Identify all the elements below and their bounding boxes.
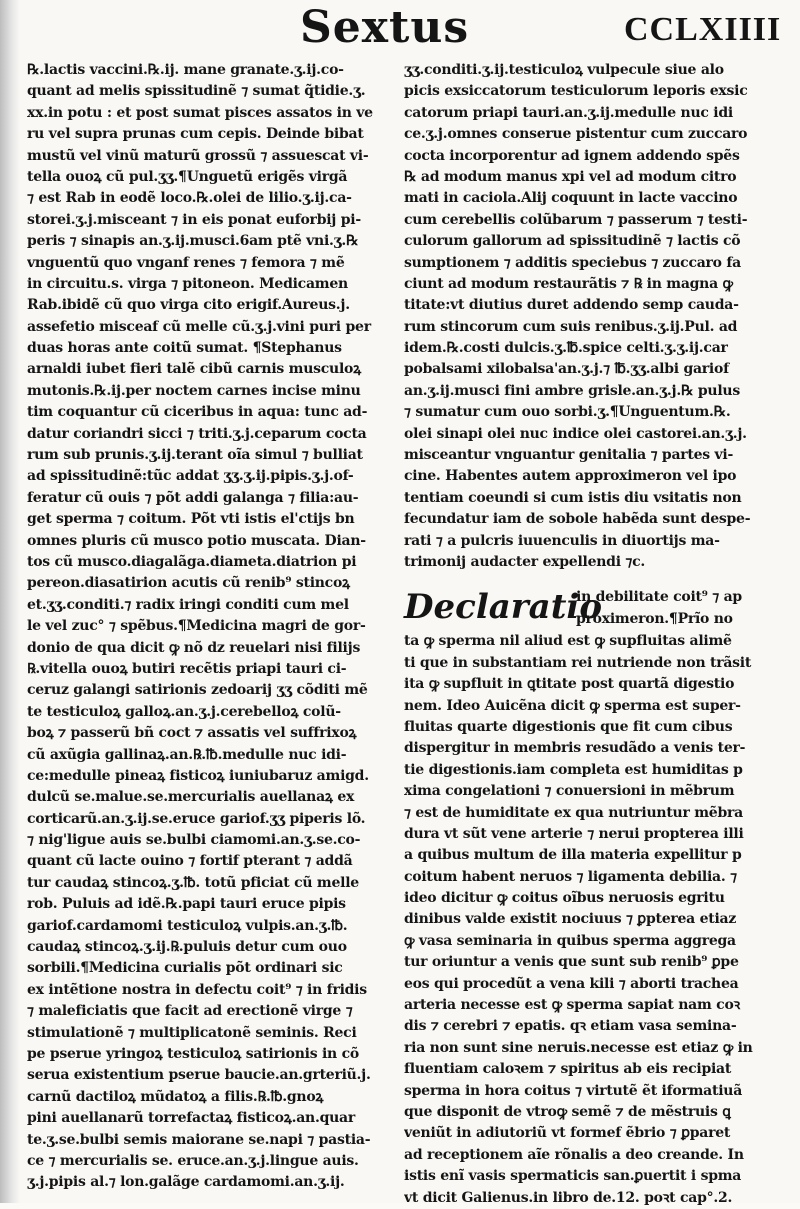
text-line: fecundatur iam de sobole habẽda sunt despe- [404, 511, 751, 528]
text-line: in circuitu.s. virga ⁊ pitoneon. Medicamen [27, 275, 348, 292]
text-line: Rab.ibidẽ cũ quo virga cito erigif.Aureus.j. [27, 297, 350, 314]
text-line: peris ⁊ sinapis an.ʒ.ij.musci.6am ptẽ vni.ʒ.℞ [27, 233, 359, 250]
text-line: tie digestionis.iam completa est humiditas p [404, 761, 743, 778]
text-line: ⁊ est Rab in eodẽ loco.℞.olei de lilio.ʒ.ij.ca- [27, 190, 352, 207]
text-line: stimulationẽ ⁊ multiplicatonẽ seminis. Reci [27, 1024, 357, 1041]
text-line: arteria necesse est ꝙ sperma sapiat nam coꝛ [404, 997, 740, 1014]
text-line: ceruz galangi satirionis zedoarij ʒʒ cõditi mẽ [27, 682, 368, 699]
text-line: tim coquantur cũ ciceribus in aqua: tunc ad- [27, 404, 368, 421]
text-line: tos cũ musco.diagalãga.diameta.diatrion pi [27, 553, 357, 570]
text-line: le vel zuc° ⁊ spẽbus.¶Medicina magri de gor- [27, 618, 366, 635]
text-line: ꝙ vasa seminaria in quibus sperma aggrega [404, 932, 736, 949]
text-line: sorbili.¶Medicina curialis põt ordinari sic [27, 960, 343, 977]
text-line: ce:medulle pineaꝝ fisticoꝝ iuniubaruz amigd. [27, 767, 369, 784]
text-line: ℞ ad modum manus xpi vel ad modum citro [404, 168, 737, 185]
text-line: misceantur vnguantur genitalia ⁊ partes vi- [404, 447, 734, 464]
text-line: ta ꝙ sperma nil aliud est ꝙ supfluitas alimẽ [404, 633, 732, 650]
page-header [0, 0, 800, 56]
text-line: idem.℞.costi dulcis.ʒ.℔.spice celti.ʒ.ʒ.ij.car [404, 340, 728, 357]
text-line: ex intẽtione nostra in defectu coit⁹ ⁊ in fridis [27, 981, 367, 998]
text-line: mati in caciola.Alij coquunt in lacte vaccino [404, 190, 738, 207]
text-line: rum sub prunis.ʒ.ij.terant oĩa simul ⁊ bulliat [27, 447, 363, 464]
text-line: tur caudaꝝ stincoꝝ.ʒ.℔. totũ pficiat cũ melle [27, 874, 359, 891]
right-column-bottom-text [404, 631, 780, 1209]
text-line: mutonis.℞.ij.per noctem carnes incise minu [27, 382, 361, 399]
text-line: dis ⁊ cerebri ⁊ epatis. qꝛ etiam vasa semina- [404, 1018, 737, 1035]
text-line: donio de qua dicit ꝙ nõ dz reuelari nisi filijs [27, 639, 361, 656]
text-line: arnaldi iubet fieri talẽ cibũ carnis musculoꝝ [27, 361, 361, 378]
text-line: ⁊ maleficiatis que facit ad erectionẽ virge ⁊ [27, 1003, 353, 1020]
page-shadow-edge [0, 0, 20, 1203]
text-line: dinibus valde existit nociuus ⁊ ꝑpterea etiaz [404, 911, 737, 928]
text-line: ℞.vitella ouoꝝ butiri recẽtis priapi tauri ci- [27, 660, 347, 677]
right-column-top-text [404, 60, 780, 573]
text-line: vnguentũ quo vnganf renes ⁊ femora ⁊ mẽ [27, 254, 345, 271]
text-line: catorum priapi tauri.an.ʒ.ij.medulle nuc idi [404, 104, 733, 121]
text-line: ad receptionem aĩe rõnalis a deo creande. In [404, 1146, 744, 1163]
text-line: ⁊ est de humiditate ex qua nutriuntur mẽbra [404, 804, 743, 821]
text-line: xima congelationi ⁊ conuersioni in mẽbrum [404, 783, 735, 800]
text-line: assefetio misceaf cũ melle cũ.ʒ.j.vini puri per [27, 318, 371, 335]
text-line: ce ⁊ mercurialis se. eruce.an.ʒ.j.lingue auis. [27, 1152, 359, 1169]
text-line: olei sinapi olei nuc indice olei castorei.an.ʒ.j. [404, 425, 747, 442]
text-line: storei.ʒ.j.misceant ⁊ in eis ponat euforbij pi- [27, 211, 361, 228]
text-line: nem. Ideo Auicẽna dicit ꝙ sperma est super- [404, 697, 741, 714]
text-line: ria non sunt sine neruis.necesse est etiaz ꝙ in [404, 1039, 753, 1056]
text-line: te.ʒ.se.bulbi semis maiorane se.napi ⁊ pastia- [27, 1131, 371, 1148]
declaratio-heading [404, 587, 780, 631]
text-line: a quibus multum de illa materia expellitur p [404, 847, 742, 864]
text-line: boꝝ ⁊ passerũ bñ coct ⁊ assatis vel suffrixoꝝ [27, 725, 357, 742]
text-line: coitum habent neruos ⁊ ligamenta debilia. ⁊ [404, 868, 737, 885]
text-line: gariof.cardamomi testiculoꝝ vulpis.an.ʒ.℔. [27, 917, 348, 934]
text-line: ʒʒ.conditi.ʒ.ij.testiculoꝝ vulpecule siue alo [404, 62, 724, 78]
text-line: ru vel supra prunas cum cepis. Deinde bibat [27, 126, 364, 143]
folio-number: CCLXIIII [624, 11, 782, 48]
text-line: fluitas quarte digestionis que fit cum cibus [404, 718, 733, 735]
left-text-column [27, 60, 399, 1194]
text-line: fluentiam caloꝛem ⁊ spiritus ab eis recipiat [404, 1061, 732, 1078]
right-text-column [404, 60, 780, 1209]
text-line: rob. Puluis ad idẽ.℞.papi tauri eruce pipis [27, 896, 346, 913]
text-line: te testiculoꝝ galloꝝ.an.ʒ.j.cerebelloꝝ colũ- [27, 703, 341, 720]
text-line: ⁊ nig'ligue auis se.bulbi ciamomi.an.ʒ.se.co- [27, 832, 361, 849]
text-line: ce.ʒ.j.omnes conserue pistentur cum zuccaro [404, 126, 748, 143]
text-line: ita ꝙ supfluit in ꝗtitate post quartã digestio [404, 676, 735, 693]
text-line: ciunt ad modum restaurãtis ⁊ ℞ in magna ꝙ [404, 275, 733, 292]
text-line: get sperma ⁊ coitum. Põt vti istis el'ctijs bn [27, 511, 355, 528]
text-line: mustũ vel vinũ maturũ grossũ ⁊ assuescat vi- [27, 147, 369, 164]
text-line: cine. Habentes autem approximeron vel ipo [404, 468, 737, 485]
text-line: tella ouoꝝ cũ pul.ʒʒ.¶Unguetũ erigẽs virgã [27, 168, 348, 185]
text-line: ʒ.j.pipis al.⁊ lon.galãge cardamomi.an.ʒ.ij. [27, 1174, 345, 1191]
text-line: ti que in substantiam rei nutriende non trãsit [404, 654, 752, 671]
rubric-line: proximeron.¶Prĩo no [576, 610, 733, 627]
text-line: veniũt in adiutoriũ vt formef ẽbrio ⁊ ꝑparet [404, 1125, 731, 1142]
rubric-line: in debilitate coit⁹ ⁊ ap [576, 589, 742, 606]
text-line: picis exsiccatorum testiculorum leporis exsic [404, 83, 748, 100]
text-line: quant cũ lacte ouino ⁊ fortif pterant ⁊ addã [27, 853, 353, 870]
text-line: caudaꝝ stincoꝝ.ʒ.ij.℞.puluis detur cum ouo [27, 939, 347, 956]
text-line: pe pserue yringoꝝ testiculoꝝ satirionis in cõ [27, 1045, 359, 1062]
text-line: quant ad melis spissitudinẽ ⁊ sumat q̃tidie.ʒ. [27, 83, 366, 100]
text-line: cum cerebellis colũbarum ⁊ passerum ⁊ testi- [404, 211, 748, 228]
text-line: sperma in hora coitus ⁊ virtutẽ ẽt iformatiuã [404, 1082, 743, 1099]
text-line: feratur cũ ouis ⁊ põt addi galanga ⁊ filia:au- [27, 489, 359, 506]
text-line: an.ʒ.ij.musci fini ambre grisle.an.ʒ.j.℞ pulus [404, 382, 740, 399]
text-line: que disponit de vtroꝙ semẽ ⁊ de mẽstruis ꝗ [404, 1103, 731, 1120]
text-line: serua existentium pserue baucie.an.grteriũ.j. [27, 1067, 371, 1084]
text-line: dura vt sũt vene arterie ⁊ nerui propterea illi [404, 825, 744, 842]
text-line: carnũ dactiloꝝ mũdatoꝝ a filis.℞.℔.gnoꝝ [27, 1088, 324, 1105]
text-line: ⁊ sumatur cum ouo sorbi.ʒ.¶Unguentum.℞. [404, 404, 731, 421]
text-line: rati ⁊ a pulcris iuuenculis in diuortijs ma- [404, 532, 720, 549]
text-line: dulcũ se.malue.se.mercurialis auellanaꝝ ex [27, 789, 355, 806]
text-line: dispergitur in membris resudãdo a venis ter- [404, 740, 746, 757]
text-line: ideo dicitur ꝙ coitus oĩbus neruosis egritu [404, 890, 725, 907]
text-line: ad spissitudinẽ:tũc addat ʒʒ.ʒ.ij.pipis.ʒ.j.of- [27, 468, 354, 485]
text-line: pereon.diasatirion acutis cũ renib⁹ stincoꝝ [27, 575, 350, 592]
text-line: cũ axũgia gallinaꝝ.an.℞.℔.medulle nuc idi- [27, 746, 347, 763]
text-line: istis enĩ vasis spermaticis san.ꝑuertit i spma [404, 1168, 742, 1185]
text-line: eos qui procedũt a vena kili ⁊ aborti trachea [404, 975, 739, 992]
text-line: xx.in potu : et post sumat pisces assatos in ve [27, 104, 373, 121]
text-line: et.ʒʒ.conditi.⁊ radix iringi conditi cum mel [27, 596, 349, 613]
running-head: Sextus [300, 2, 470, 53]
text-line: trimonij audacter expellendi ⁊c. [404, 553, 646, 570]
text-line: corticarũ.an.ʒ.ij.se.eruce gariof.ʒʒ piperis lõ. [27, 810, 366, 827]
text-line: sumptionem ⁊ additis speciebus ⁊ zuccaro fa [404, 254, 741, 271]
text-line: duas horas ante coitũ sumat. ¶Stephanus [27, 340, 342, 357]
text-line: titate:vt diutius duret addendo semp cauda- [404, 297, 739, 314]
text-line: vt dicit Galienus.in libro de.12. poꝛt cap°.2. [404, 1189, 733, 1206]
rubric-word: Declaratio [404, 587, 603, 628]
text-line: rum stincorum cum suis renibus.ʒ.ij.Pul. ad [404, 318, 738, 335]
text-line: cocta incorporentur ad ignem addendo spẽs [404, 147, 740, 164]
text-line: tur oriuntur a venis que sunt sub renib⁹ ꝑpe [404, 954, 739, 971]
text-line: pobalsami xilobalsa'an.ʒ.j.⁊ ℔.ʒʒ.albi gariof [404, 361, 729, 378]
section-gap [404, 573, 780, 587]
text-line: omnes pluris cũ musco potio muscata. Dian- [27, 532, 366, 549]
text-line: datur coriandri sicci ⁊ triti.ʒ.j.ceparum cocta [27, 425, 367, 442]
text-line: tentiam coeundi si cum istis diu vsitatis non [404, 489, 742, 506]
text-line: ℞.lactis vaccini.℞.ij. mane granate.ʒ.ij.co- [27, 62, 344, 78]
text-line: culorum gallorum ad spissitudinẽ ⁊ lactis cõ [404, 233, 741, 250]
text-line: pini auellanarũ torrefactaꝝ fisticoꝝ.an.quar [27, 1110, 355, 1127]
